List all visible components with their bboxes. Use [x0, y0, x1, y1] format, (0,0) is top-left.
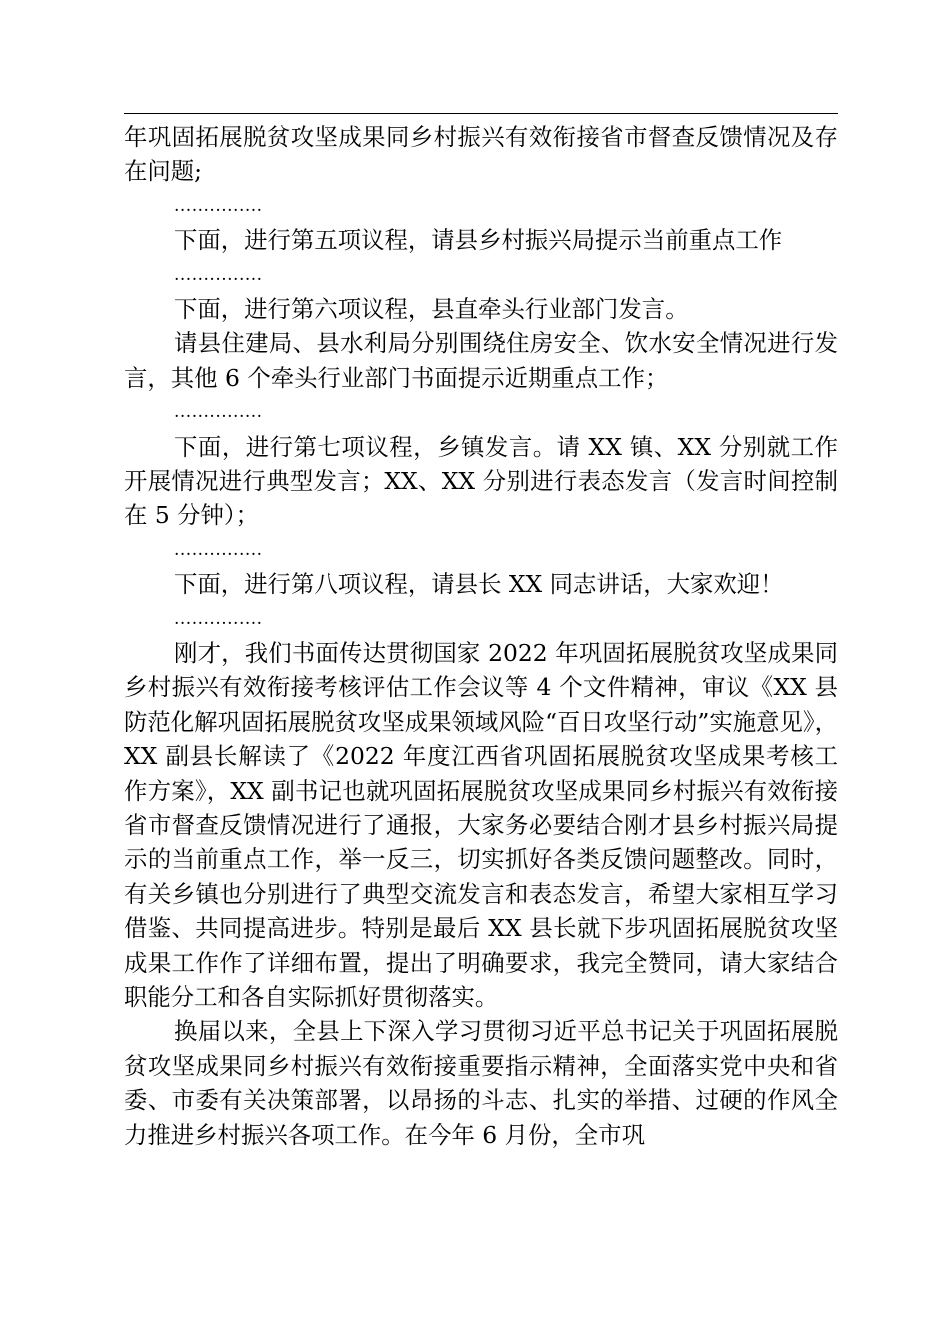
paragraph-agenda-8: 下面，进行第八项议程，请县长 XX 同志讲话，大家欢迎！ — [174, 570, 784, 599]
header-rule — [124, 113, 838, 114]
paragraph-agenda-6: 下面，进行第六项议程，县直牵头行业部门发言。 — [174, 295, 689, 323]
paragraph-agenda-5: 下面，进行第五项议程，请县乡村振兴局提示当前重点工作 — [174, 226, 783, 255]
ellipsis-line: ............... — [174, 539, 263, 560]
document-page — [124, 113, 838, 1152]
ellipsis-line: ............... — [174, 608, 263, 629]
paragraph-summary: 刚才，我们书面传达贯彻国家 2022 年巩固拓展脱贫攻坚成果同乡村振兴有效衔接考核评估工作会议等 4 个文件精神，审议《XX 县防范化解巩固拓展脱贫攻坚成果领域风险“百日攻坚行动”实施意见》，XX 副县长解读了《2022 年度江西省巩固拓展脱贫攻坚成果考核工作方案》，XX 副书记也就巩固拓展脱贫攻坚成果同乡村振兴有效衔接省市督查反馈情况进行了通报，大家务必要结合刚才县乡村振兴局提示的当前重点工作，举一反三，切实抓好各类反馈问题整改。同时，有关乡镇也分别进行了典型交流发言和表态发言，希望大家相互学习借鉴、共同提高进步。特别是最后 XX 县长就下步巩固拓展脱贫攻坚成果工作作了详细布置，提出了明确要求，我完全赞同，请大家结合职能分工和各自实际抓好贯彻落实。 — [124, 639, 838, 1012]
paragraph-agenda-6-detail: 请县住建局、县水利局分别围绕住房安全、饮水安全情况进行发言，其他 6 个牵头行业部门书面提示近期重点工作； — [124, 329, 838, 392]
paragraph-continuation: 年巩固拓展脱贫攻坚成果同乡村振兴有效衔接省市督查反馈情况及存在问题; — [124, 123, 838, 186]
ellipsis-line: ............... — [174, 402, 263, 423]
paragraph-progress: 换届以来，全县上下深入学习贯彻习近平总书记关于巩固拓展脱贫攻坚成果同乡村振兴有效衔接重要指示精神，全面落实党中央和省委、市委有关决策部署，以昂扬的斗志、扎实的举措、过硬的作风全力推进乡村振兴各项工作。在今年 6 月份，全市巩 — [124, 1017, 838, 1149]
ellipsis-line: ............... — [174, 264, 263, 285]
paragraph-agenda-7: 下面，进行第七项议程，乡镇发言。请 XX 镇、XX 分别就工作开展情况进行典型发言；XX、XX 分别进行表态发言（发言时间控制在 5 分钟）； — [124, 432, 838, 530]
ellipsis-line: ............... — [174, 195, 263, 216]
